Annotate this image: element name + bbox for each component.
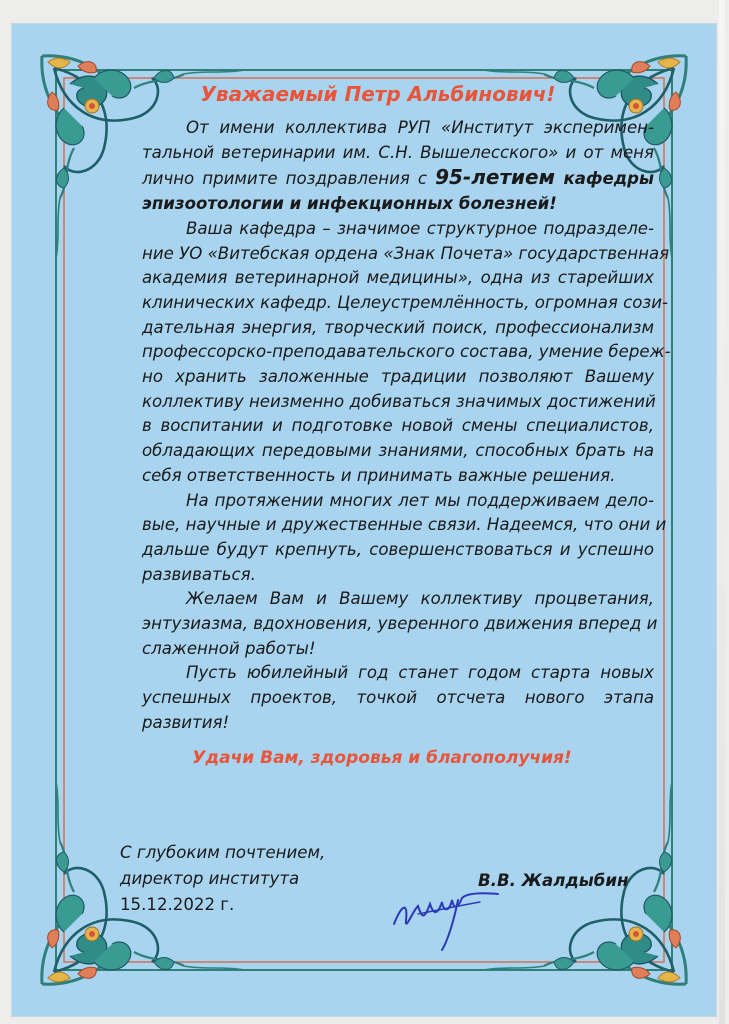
paragraph-wishes [100, 587, 658, 661]
paragraph-partnership [100, 489, 667, 588]
text-line [100, 165, 654, 192]
text-fragment: кафедры [554, 169, 654, 189]
text-line: Желаем Вам и Вашему коллективу процветания, [186, 589, 654, 609]
text-line: успешных проектов, точкой отсчета нового этапа [142, 688, 654, 708]
text-line: ние УО «Витебская ордена «Знак Почета» государственная [142, 243, 670, 263]
text-line: слаженной работы! [142, 638, 316, 658]
text-line: обладающих передовыми знаниями, способных брать на [142, 441, 654, 461]
text-line: развиваться. [142, 564, 256, 584]
closing-wish: Удачи Вам, здоровья и благополучия! [192, 747, 572, 768]
text-line: энтузиазма, вдохновения, уверенного движения вперед и [142, 614, 658, 634]
paragraph-anniversary [100, 116, 654, 217]
text-line: дательная энергия, творческий поиск, профессионализм [142, 317, 654, 337]
scan-edge [719, 0, 725, 1024]
text-line: тальной ветеринарии им. С.Н. Вышелесского» и от меня [142, 142, 654, 162]
text-line: Ваша кафедра – значимое структурное подразделе- [186, 218, 654, 238]
text-line: На протяжении многих лет мы поддерживаем дело- [186, 490, 654, 510]
text-line: профессорско-преподавательского состава, умение береж- [142, 342, 671, 362]
closing-respect: С глубоким почтением, [120, 843, 326, 862]
salutation: Уважаемый Петр Альбинович! [200, 82, 556, 106]
text-fragment: лично примите поздравления с [142, 169, 436, 189]
text-line: в воспитании и подготовке новой смены специалистов, [142, 416, 654, 436]
anniversary-highlight: 95-летием [435, 165, 555, 190]
text-line: академия ветеринарной медицины», одна из старейших [142, 268, 654, 288]
text-line: развития! [142, 712, 230, 732]
handwritten-signature [388, 884, 508, 959]
text-line: коллективу неизменно добиваться значимых достижений [142, 391, 656, 411]
closing-position: директор института [120, 869, 300, 888]
letter-body [100, 80, 671, 770]
text-line: От имени коллектива РУП «Институт эксперимен- [186, 118, 654, 137]
text-line: эпизоотологии и инфекционных болезней! [142, 194, 557, 214]
paragraph-jubilee [100, 661, 654, 735]
text-line: но хранить заложенные традиции позволяют Вашему [142, 367, 654, 387]
text-line: клинических кафедр. Целеустремлённость, огромная сози- [142, 292, 669, 312]
closing-date: 15.12.2022 г. [120, 895, 235, 914]
text-line: себя ответственность и принимать важные решения. [142, 465, 616, 485]
text-line: дальше будут крепнуть, совершенствоваться и успешно [142, 539, 654, 559]
signer-name: В.В. Жалдыбин [478, 871, 629, 890]
text-line: вые, научные и дружественные связи. Надеемся, что они и [142, 515, 667, 535]
closing-block [120, 840, 325, 918]
paragraph-department [100, 217, 671, 489]
text-line: Пусть юбилейный год станет годом старта новых [186, 663, 654, 683]
